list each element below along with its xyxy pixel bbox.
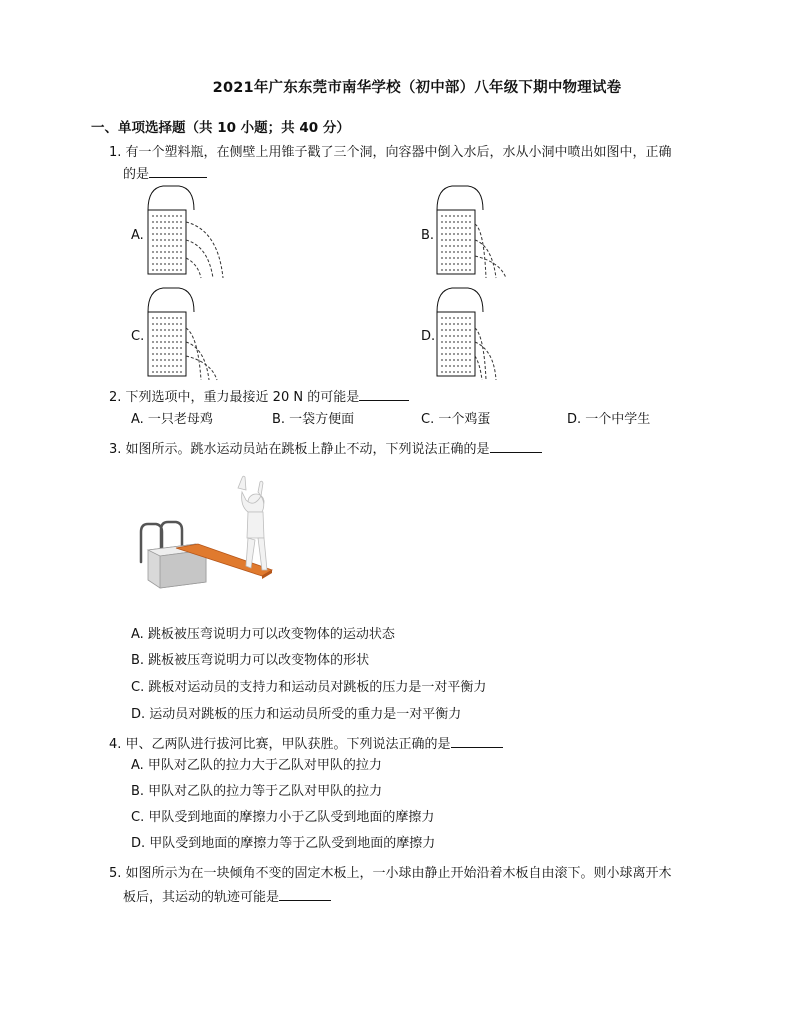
question-2-stem [109,386,409,408]
q3-option-b[interactable]: B. 跳板被压弯说明力可以改变物体的形状 [131,653,370,668]
q1-label-b: B. [421,228,435,243]
q4-option-c[interactable]: C. 甲队受到地面的摩擦力小于乙队受到地面的摩擦力 [131,810,435,825]
question-5-stem-line2 [123,886,331,908]
q4-option-b[interactable]: B. 甲队对乙队的拉力等于乙队对甲队的拉力 [131,784,383,799]
q4-option-d[interactable]: D. 甲队受到地面的摩擦力等于乙队受到地面的摩擦力 [131,836,436,851]
bottle-figure-c[interactable] [143,284,243,384]
q1-label-d: D. [421,329,436,344]
question-4-stem [109,733,503,755]
bottle-figure-b[interactable] [432,182,532,282]
bottle-figure-d[interactable] [432,284,532,384]
q1-label-a: A. [131,228,144,243]
question-5-line2: 板后，其运动的轨迹可能是 [123,890,280,905]
answer-blank[interactable] [359,386,409,401]
q4-option-a[interactable]: A. 甲队对乙队的拉力大于乙队对甲队的拉力 [131,758,382,773]
question-4-text: 4. 甲、乙两队进行拔河比赛，甲队获胜。下列说法正确的是 [109,737,451,752]
q3-option-d[interactable]: D. 运动员对跳板的压力和运动员所受的重力是一对平衡力 [131,707,462,722]
question-3-text: 3. 如图所示。跳水运动员站在跳板上静止不动，下列说法正确的是 [109,442,490,457]
question-5-line1: 5. 如图所示为在一块倾角不变的固定木板上，一小球由静止开始沿着木板自由滚下。则小球离开木 [109,866,672,881]
answer-blank[interactable] [149,163,207,178]
q1-label-c: C. [131,329,145,344]
diver-figure [238,476,267,570]
question-3-stem [109,438,542,460]
section-heading: 一、单项选择题（共 10 小题；共 40 分） [91,120,350,136]
q3-option-c[interactable]: C. 跳板对运动员的支持力和运动员对跳板的压力是一对平衡力 [131,680,487,695]
answer-blank[interactable] [279,886,331,901]
question-5-stem [109,864,672,884]
q3-option-a[interactable]: A. 跳板被压弯说明力可以改变物体的运动状态 [131,627,395,642]
q2-option-c[interactable]: C. 一个鸡蛋 [421,412,491,427]
diving-board-figure [136,470,296,595]
page-title: 2021年广东东莞市南华学校（初中部）八年级下期中物理试卷 [212,80,622,96]
question-2-text: 2. 下列选项中，重力最接近 20 N 的可能是 [109,390,360,405]
answer-blank[interactable] [451,733,503,748]
question-1-line1: 1. 有一个塑料瓶，在侧壁上用锥子戳了三个洞，向容器中倒入水后，水从小洞中喷出如图中，正确 [109,145,672,160]
question-1-line2: 的是 [123,167,150,182]
answer-blank[interactable] [490,438,542,453]
question-1-stem [109,143,672,163]
q2-option-b[interactable]: B. 一袋方便面 [272,412,355,427]
q2-option-d[interactable]: D. 一个中学生 [567,412,651,427]
q2-option-a[interactable]: A. 一只老母鸡 [131,412,213,427]
bottle-figure-a[interactable] [143,182,243,282]
